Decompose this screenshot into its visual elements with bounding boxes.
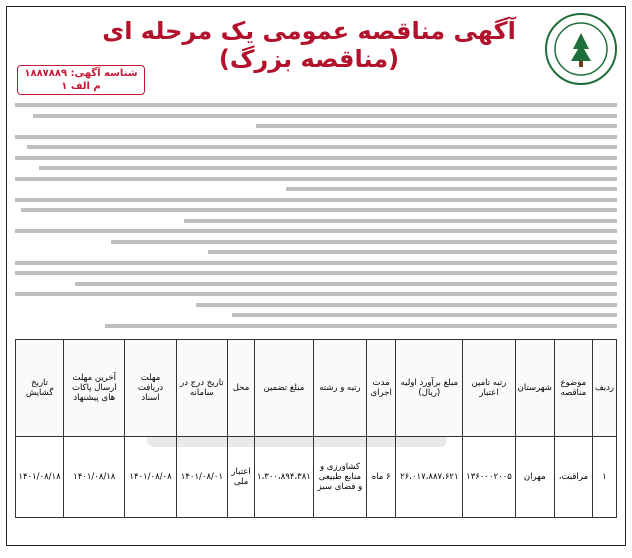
table-header-cell: آخرین مهلت ارسال پاکات های پیشنهاد [64,340,125,437]
table-header-cell: رتبه و رشته [313,340,366,437]
table-cell: ۱۴۰۱/۰۸/۱۸ [64,437,125,518]
table-header-cell: مهلت دریافت اسناد [125,340,176,437]
table-cell: ۱،۳۰۰،۸۹۴،۳۸۱ [254,437,313,518]
notice-id: شناسه آگهی: ۱۸۸۷۸۸۹ [24,68,138,79]
table-header-row [16,340,617,437]
table-header-cell: مدت اجرای [367,340,396,437]
table-cell: مهران [515,437,554,518]
tender-notice [6,6,626,546]
table-header-cell: مبلغ برآورد اولیه (ریال) [396,340,463,437]
table-row [16,437,617,518]
table-header-cell: تاریخ گشایش [16,340,64,437]
table-header-cell: رتبه تامین اعتبار [463,340,515,437]
tender-table [15,339,617,518]
notice-ref: م الف ۱ [61,81,101,92]
table-cell: اعتبار ملی [228,437,255,518]
notice-id-badge [17,65,145,95]
table-cell: مراقبت، [554,437,592,518]
table-cell: ۱۴۰۱/۰۸/۰۸ [125,437,176,518]
table-cell: کشاورزی و منابع طبیعی و فضای سبز [313,437,366,518]
table-cell: ۲۶،۰۱۷،۸۸۷،۶۲۱ [396,437,463,518]
table-cell: ۱۳۶۰۰۰۲۰۰۵ [463,437,515,518]
notice-title: آگهی مناقصه عمومی یک مرحله ای (مناقصه بزرگ) [102,17,516,73]
table-header-cell: تاریخ درج در سامانه [176,340,227,437]
table-cell: ۱۴۰۱/۰۸/۰۱ [176,437,227,518]
table-cell: ۱۴۰۱/۰۸/۱۸ [16,437,64,518]
table-header-cell: موضوع مناقصه [554,340,592,437]
table-header-cell: ردیف [592,340,616,437]
table-cell: ۶ ماه [367,437,396,518]
table-header-cell: شهرستان [515,340,554,437]
organization-seal-icon [545,13,617,85]
notice-header [7,7,625,99]
table-header-cell: محل [228,340,255,437]
table-cell: ۱ [592,437,616,518]
table-header-cell: مبلغ تضمین [254,340,313,437]
notice-body-placeholder [15,103,617,329]
